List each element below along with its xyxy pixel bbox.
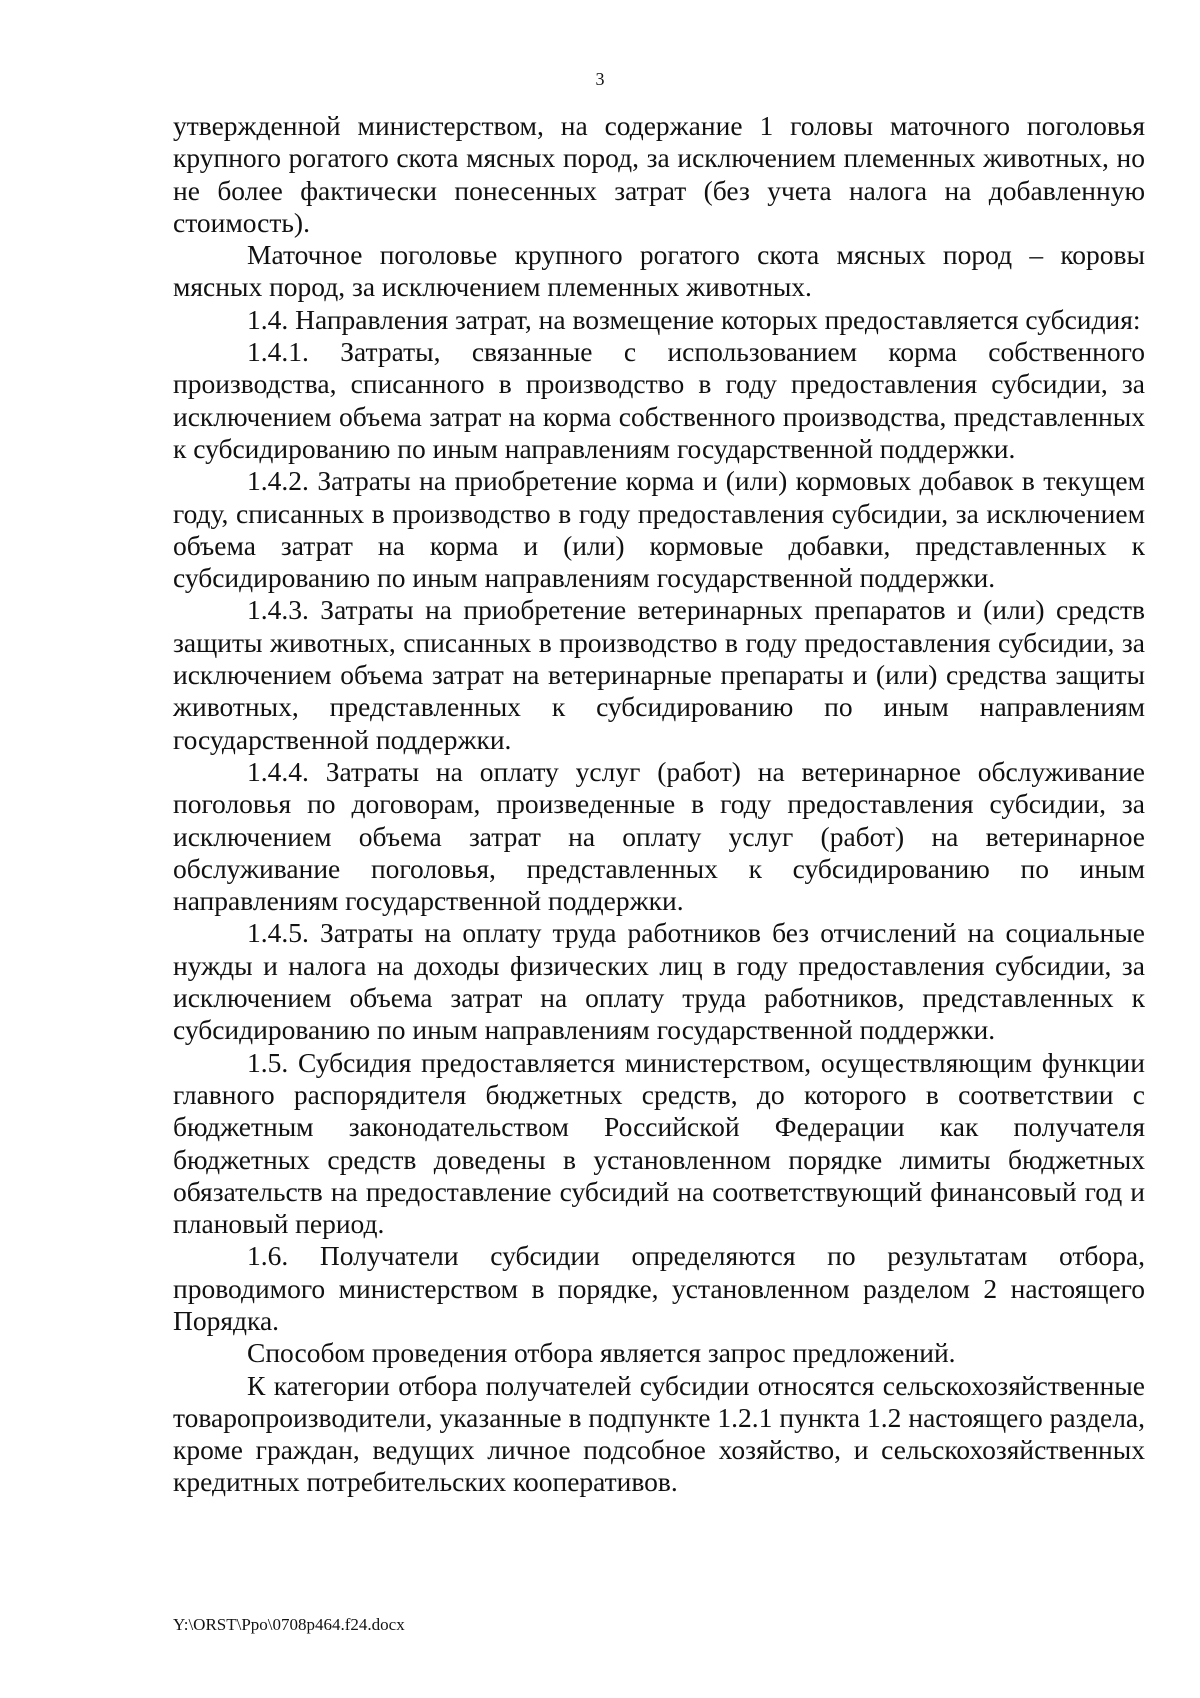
paragraph-1-4-2: 1.4.2. Затраты на приобретение корма и (или) кормовых добавок в текущем году, списанных в производство в году предоставления субсидии, за исключением объема затрат на корма и (или) кормовые добавки, представленных к субсидированию по иным направлениям государственной поддержки.	[173, 465, 1145, 594]
paragraph-1-4-1: 1.4.1. Затраты, связанные с использованием корма собственного производства, списанного в производство в году предоставления субсидии, за исключением объема затрат на корма собственного производства, представленных к субсидированию по иным направлениям государственной поддержки.	[173, 336, 1145, 464]
paragraph-selection-category: К категории отбора получателей субсидии относятся сельскохозяйственные товаропроизводители, указанные в подпункте 1.2.1 пункта 1.2 настоящего раздела, кроме граждан, ведущих личное подсобное хозяйство, и сельскохозяйственных кредитных потребительских кооперативов.	[173, 1369, 1145, 1498]
paragraph-1-4-4: 1.4.4. Затраты на оплату услуг (работ) на ветеринарное обслуживание поголовья по договорам, произведенные в году предоставления субсидии, за исключением объема затрат на оплату услуг (работ) на ветеринарное обслуживание поголовья, представленных к субсидированию по иным направлениям государственной поддержки.	[173, 755, 1145, 917]
paragraph-1-4-5: 1.4.5. Затраты на оплату труда работников без отчислений на социальные нужды и налога на доходы физических лиц в году предоставления субсидии, за исключением объема затрат на оплату труда работников, представленных к субсидированию по иным направлениям государственной поддержки.	[173, 917, 1145, 1046]
paragraph-definition: Маточное поголовье крупного рогатого скота мясных пород – коровы мясных пород, за исключением племенных животных.	[173, 239, 1145, 303]
paragraph-continuation: утвержденной министерством, на содержание 1 головы маточного поголовья крупного рогатого скота мясных пород, за исключением племенных животных, но не более фактически понесенных затрат (без учета налога на добавленную стоимость).	[173, 110, 1145, 238]
paragraph-selection-method: Способом проведения отбора является запрос предложений.	[247, 1337, 956, 1369]
paragraph-1-4: 1.4. Направления затрат, на возмещение которых предоставляется субсидия:	[247, 303, 1141, 335]
page-number: 3	[595, 69, 605, 89]
footer-file-path: Y:\ORST\Ppo\0708p464.f24.docx	[173, 1615, 405, 1634]
document-body	[173, 110, 1145, 1499]
paragraph-1-6: 1.6. Получатели субсидии определяются по результатам отбора, проводимого министерством в порядке, установленном разделом 2 настоящего Порядка.	[173, 1240, 1145, 1336]
paragraph-1-5: 1.5. Субсидия предоставляется министерством, осуществляющим функции главного распорядителя бюджетных средств, до которого в соответствии с бюджетным законодательством Российской Федерации как получателя бюджетных средств доведены в установленном порядке лимиты бюджетных обязательств на предоставление субсидий на соответствующий финансовый год и плановый период.	[173, 1046, 1145, 1240]
paragraph-1-4-3: 1.4.3. Затраты на приобретение ветеринарных препаратов и (или) средств защиты животных, списанных в производство в году предоставления субсидии, за исключением объема затрат на ветеринарные препараты и (или) средства защиты животных, представленных к субсидированию по иным направлениям государственной поддержки.	[173, 594, 1145, 755]
